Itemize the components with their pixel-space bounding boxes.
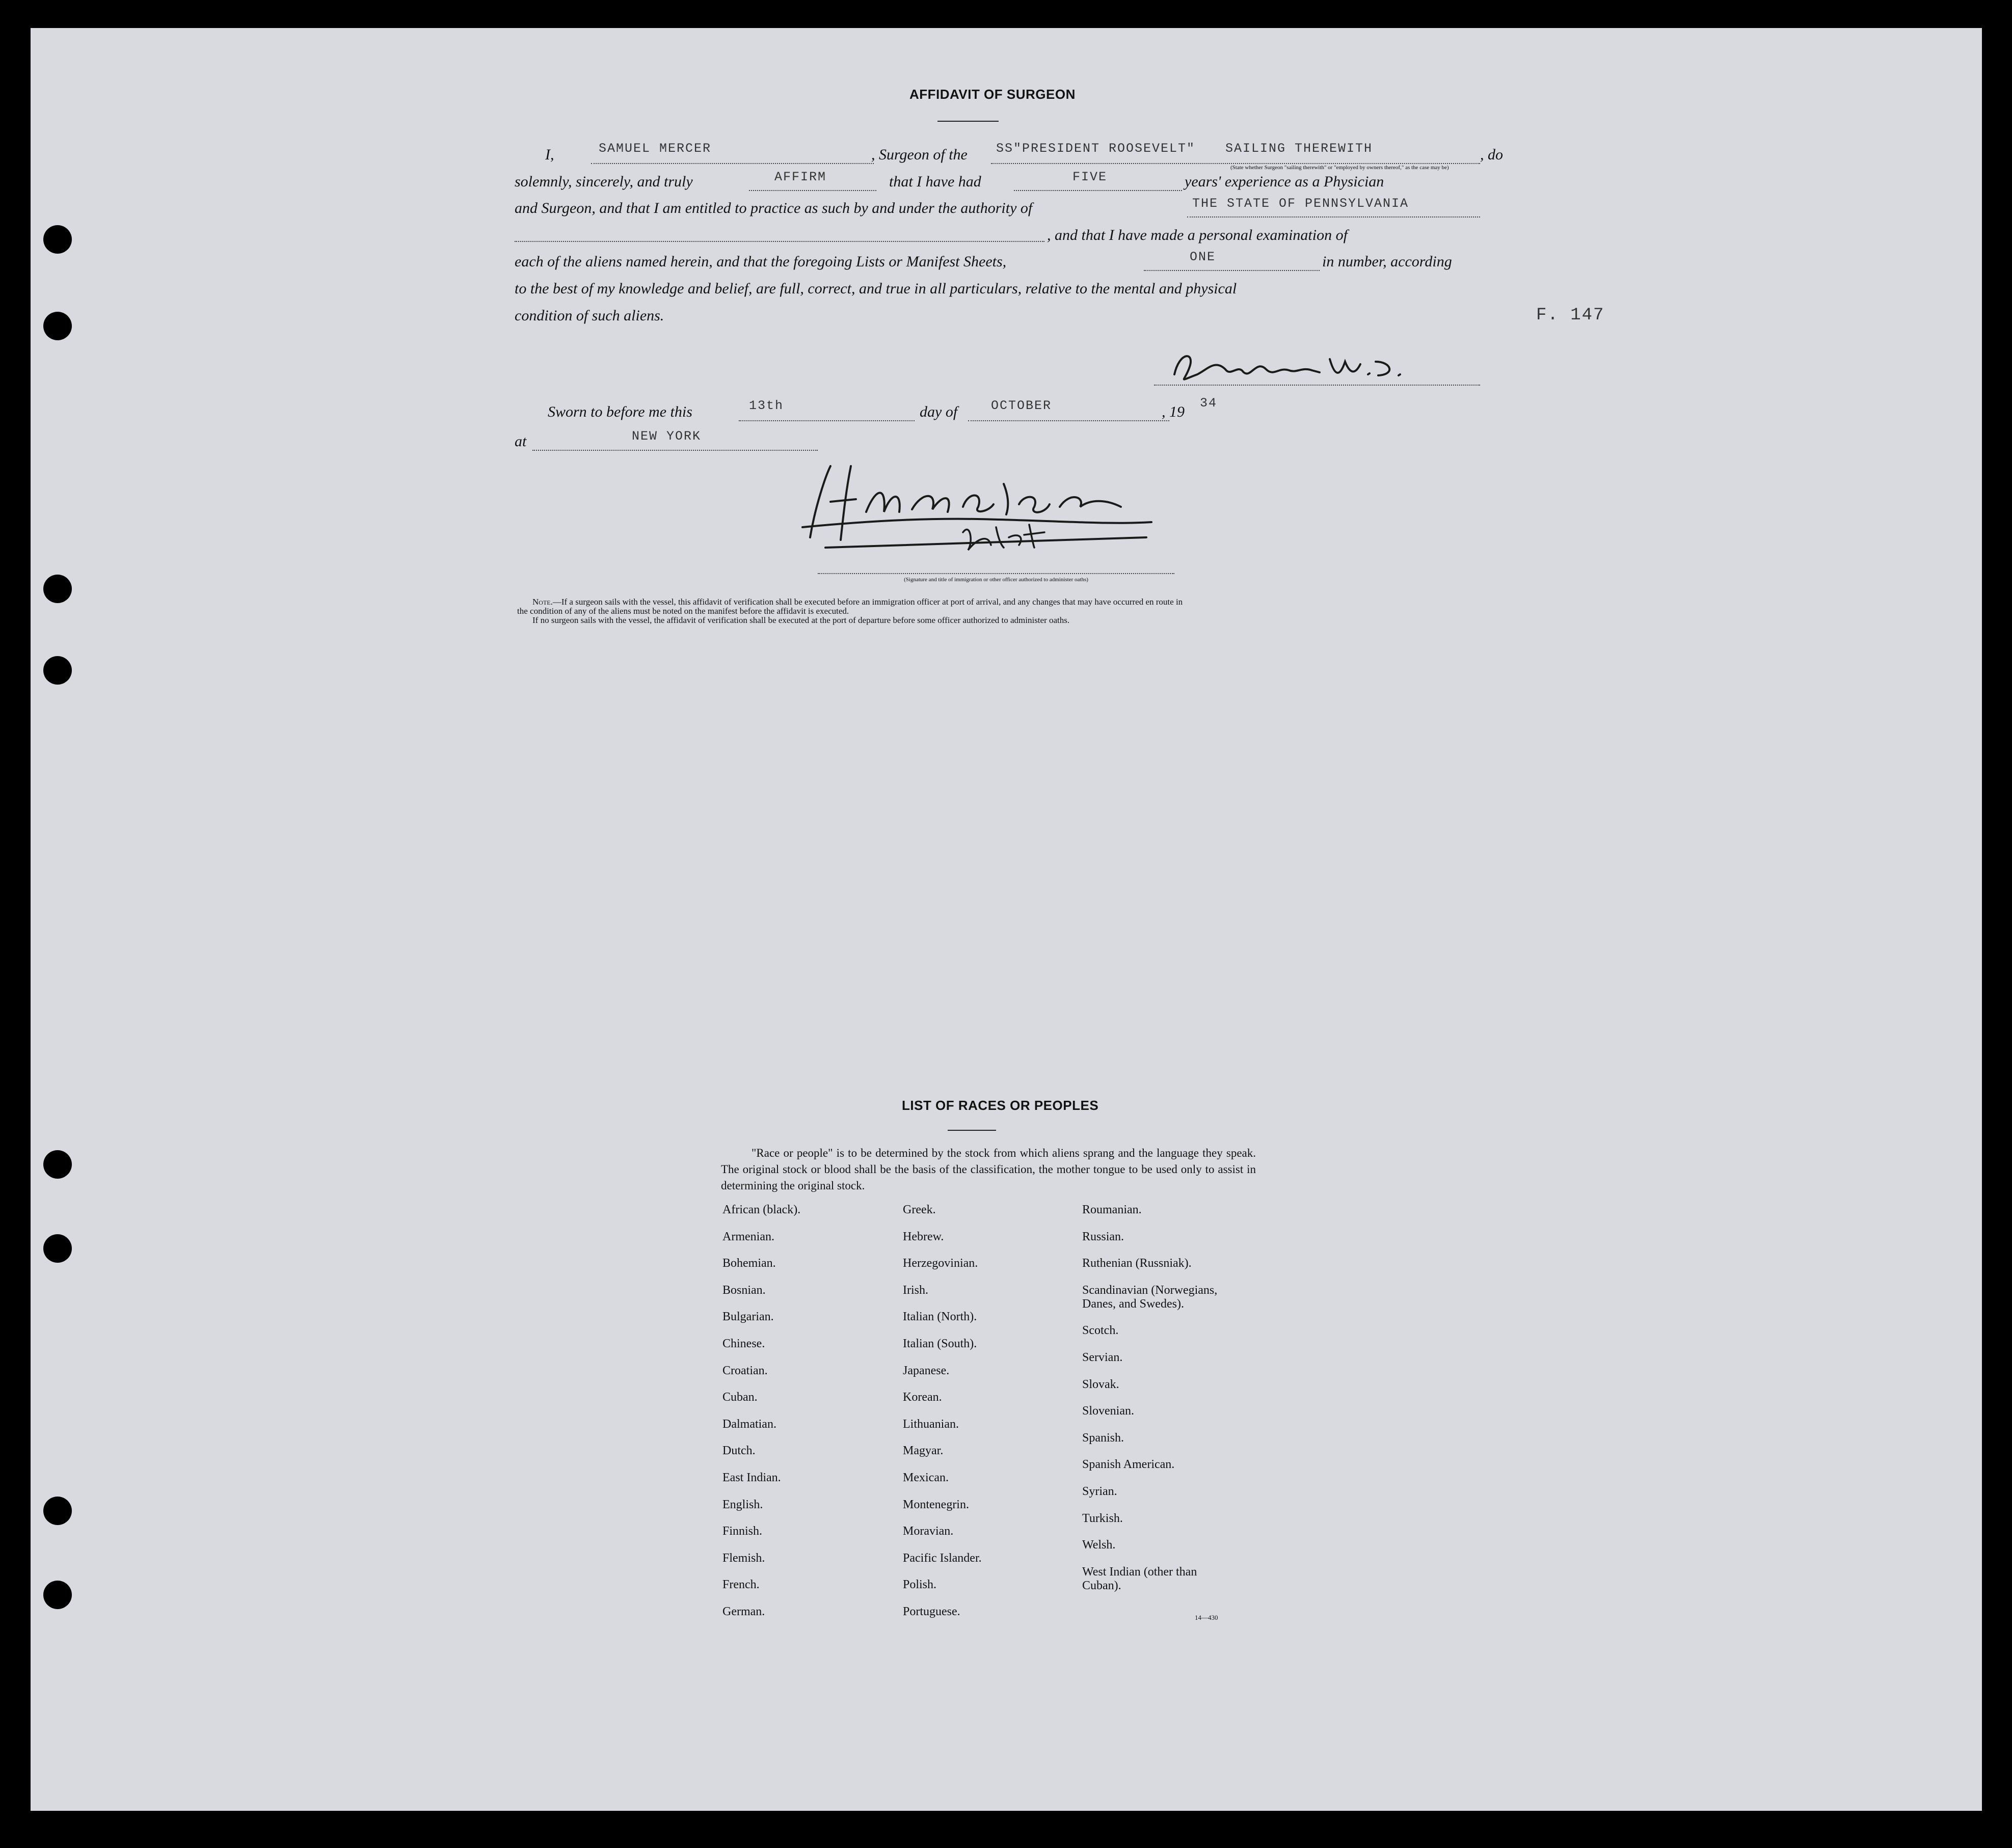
race-entry: Roumanian. xyxy=(1082,1203,1142,1216)
race-entry: Ruthenian (Russniak). xyxy=(1082,1257,1192,1270)
document-sheet xyxy=(31,28,1982,1811)
affirm-value: AFFIRM xyxy=(774,170,827,184)
race-entry: Pacific Islander. xyxy=(903,1551,982,1565)
authority-value: THE STATE OF PENNSYLVANIA xyxy=(1192,196,1409,211)
race-entry: Italian (South). xyxy=(903,1337,977,1350)
at-label: at xyxy=(515,433,527,450)
race-entry: Korean. xyxy=(903,1391,942,1404)
line3-start: and Surgeon, and that I am entitled to practice as such by and under the authority of xyxy=(515,200,1033,216)
line5-end: in number, according xyxy=(1322,253,1452,270)
race-entry: Montenegrin. xyxy=(903,1498,969,1511)
binder-hole xyxy=(43,656,72,685)
binder-hole xyxy=(43,1150,72,1179)
day-blank xyxy=(739,420,915,421)
race-entry: Russian. xyxy=(1082,1230,1124,1243)
race-entry: Scandinavian (Norwegians, xyxy=(1082,1283,1218,1297)
race-entry: Polish. xyxy=(903,1578,937,1592)
race-entry: Lithuanian. xyxy=(903,1417,959,1431)
place-blank xyxy=(532,450,818,451)
note-text-1: —If a surgeon sails with the vessel, this affidavit of verification shall be executed before an immigration officer at port of arrival, and any changes that may have occurred en route in xyxy=(552,597,1183,607)
note-line-2: the condition of any of the aliens must be noted on the manifest before the affidavit is executed. xyxy=(517,606,849,616)
race-entry: Slovenian. xyxy=(1082,1404,1134,1418)
race-entry: Bohemian. xyxy=(722,1257,776,1270)
line2-start: solemnly, sincerely, and truly xyxy=(515,173,693,190)
races-intro: "Race or people" is to be determined by the stock from which aliens sprang and the language they speak. The original stock or blood shall be the basis of the classification, the mother tongue to be used only to assist in determining the original stock. xyxy=(721,1147,1256,1192)
line5-start: each of the aliens named herein, and that the foregoing Lists or Manifest Sheets, xyxy=(515,253,1007,270)
years-value: FIVE xyxy=(1072,170,1108,184)
race-entry: Welsh. xyxy=(1082,1538,1116,1552)
race-entry: Syrian. xyxy=(1082,1485,1117,1498)
binder-hole xyxy=(43,1497,72,1525)
race-entry: Italian (North). xyxy=(903,1310,977,1324)
line4: , and that I have made a personal examination of xyxy=(1047,227,1348,243)
form-number: 14—430 xyxy=(1195,1614,1218,1621)
vessel-blank xyxy=(991,163,1480,164)
race-entry: Dalmatian. xyxy=(722,1417,776,1431)
surgeon-of-label: , Surgeon of the xyxy=(871,146,968,163)
race-entry: Magyar. xyxy=(903,1444,944,1458)
race-entry: Chinese. xyxy=(722,1337,765,1350)
affidavit-title: AFFIDAVIT OF SURGEON xyxy=(909,87,1076,102)
race-entry: Mexican. xyxy=(903,1471,949,1484)
race-entry: Servian. xyxy=(1082,1351,1123,1364)
race-entry: West Indian (other than xyxy=(1082,1565,1197,1579)
year-prefix: , 19 xyxy=(1162,403,1185,420)
note-line-1 xyxy=(517,597,1183,607)
affidavit-i: I, xyxy=(545,146,554,163)
sailing-status: SAILING THEREWITH xyxy=(1225,141,1373,156)
month-blank xyxy=(968,420,1169,421)
race-entry: Portuguese. xyxy=(903,1605,960,1618)
race-entry: English. xyxy=(722,1498,763,1511)
day-of-label: day of xyxy=(920,403,958,420)
line2-mid: that I have had xyxy=(889,173,981,190)
line6: to the best of my knowledge and belief, are full, correct, and true in all particulars, relative to the mental and physical xyxy=(515,280,1237,297)
authority-continuation-blank xyxy=(515,241,1044,242)
race-entry: Slovak. xyxy=(1082,1377,1119,1391)
surgeon-name: SAMUEL MERCER xyxy=(599,141,712,156)
title-underline xyxy=(937,121,999,122)
race-entry: Scotch. xyxy=(1082,1324,1119,1338)
races-title: LIST OF RACES OR PEOPLES xyxy=(902,1098,1099,1113)
race-entry: Hebrew. xyxy=(903,1230,944,1243)
vessel-name: SS"PRESIDENT ROOSEVELT" xyxy=(996,141,1196,156)
line7: condition of such aliens. xyxy=(515,307,664,324)
affirm-blank xyxy=(749,190,876,191)
race-entry: Croatian. xyxy=(722,1364,768,1377)
race-entry: Bosnian. xyxy=(722,1283,766,1297)
place-value: NEW YORK xyxy=(632,429,702,444)
binder-hole xyxy=(43,225,72,254)
race-entry: Irish. xyxy=(903,1283,928,1297)
sheets-value: ONE xyxy=(1190,250,1216,264)
race-entry: Danes, and Swedes). xyxy=(1082,1297,1184,1311)
race-entry: Greek. xyxy=(903,1203,936,1216)
sheets-blank xyxy=(1144,270,1320,271)
binder-hole xyxy=(43,575,72,603)
race-entry: Armenian. xyxy=(722,1230,774,1243)
race-entry: Dutch. xyxy=(722,1444,756,1458)
year-suffix: 34 xyxy=(1200,396,1218,411)
day-value: 13th xyxy=(749,398,784,413)
race-entry: French. xyxy=(722,1578,760,1592)
officer-signature-line xyxy=(818,573,1174,574)
surgeon-signature xyxy=(1167,339,1411,390)
binder-hole xyxy=(43,1581,72,1609)
line2-end: years' experience as a Physician xyxy=(1185,173,1384,190)
years-blank xyxy=(1014,190,1182,191)
note-line-3: If no surgeon sails with the vessel, the affidavit of verification shall be executed at the port of departure before some officer authorized to administer oaths. xyxy=(532,615,1070,625)
note-label: Note. xyxy=(532,597,553,607)
race-entry: Bulgarian. xyxy=(722,1310,774,1324)
do-label: , do xyxy=(1480,146,1503,163)
binder-hole xyxy=(43,312,72,340)
race-entry: East Indian. xyxy=(722,1471,781,1484)
officer-caption: (Signature and title of immigration or other officer authorized to administer oaths) xyxy=(904,577,1088,583)
race-entry: Cuban). xyxy=(1082,1579,1121,1592)
race-entry: Japanese. xyxy=(903,1364,950,1377)
binder-hole xyxy=(43,1234,72,1263)
race-entry: Flemish. xyxy=(722,1551,765,1565)
authority-blank xyxy=(1187,216,1480,218)
race-entry: Herzegovinian. xyxy=(903,1257,978,1270)
surgeon-name-blank xyxy=(591,163,874,164)
race-entry: African (black). xyxy=(722,1203,801,1216)
race-entry: German. xyxy=(722,1605,765,1618)
race-entry: Spanish. xyxy=(1082,1431,1124,1445)
races-title-underline xyxy=(948,1130,996,1131)
race-entry: Cuban. xyxy=(722,1391,758,1404)
officer-signature xyxy=(795,456,1162,563)
race-entry: Finnish. xyxy=(722,1525,763,1538)
race-entry: Spanish American. xyxy=(1082,1458,1175,1472)
month-value: OCTOBER xyxy=(991,398,1052,413)
sworn-label: Sworn to before me this xyxy=(548,403,692,420)
race-entry: Moravian. xyxy=(903,1525,954,1538)
margin-mark: F. 147 xyxy=(1536,306,1605,325)
state-note: (State whether Surgeon "sailing therewith" or "employed by owners thereof," as the case may be) xyxy=(1230,165,1449,171)
race-entry: Turkish. xyxy=(1082,1511,1123,1525)
